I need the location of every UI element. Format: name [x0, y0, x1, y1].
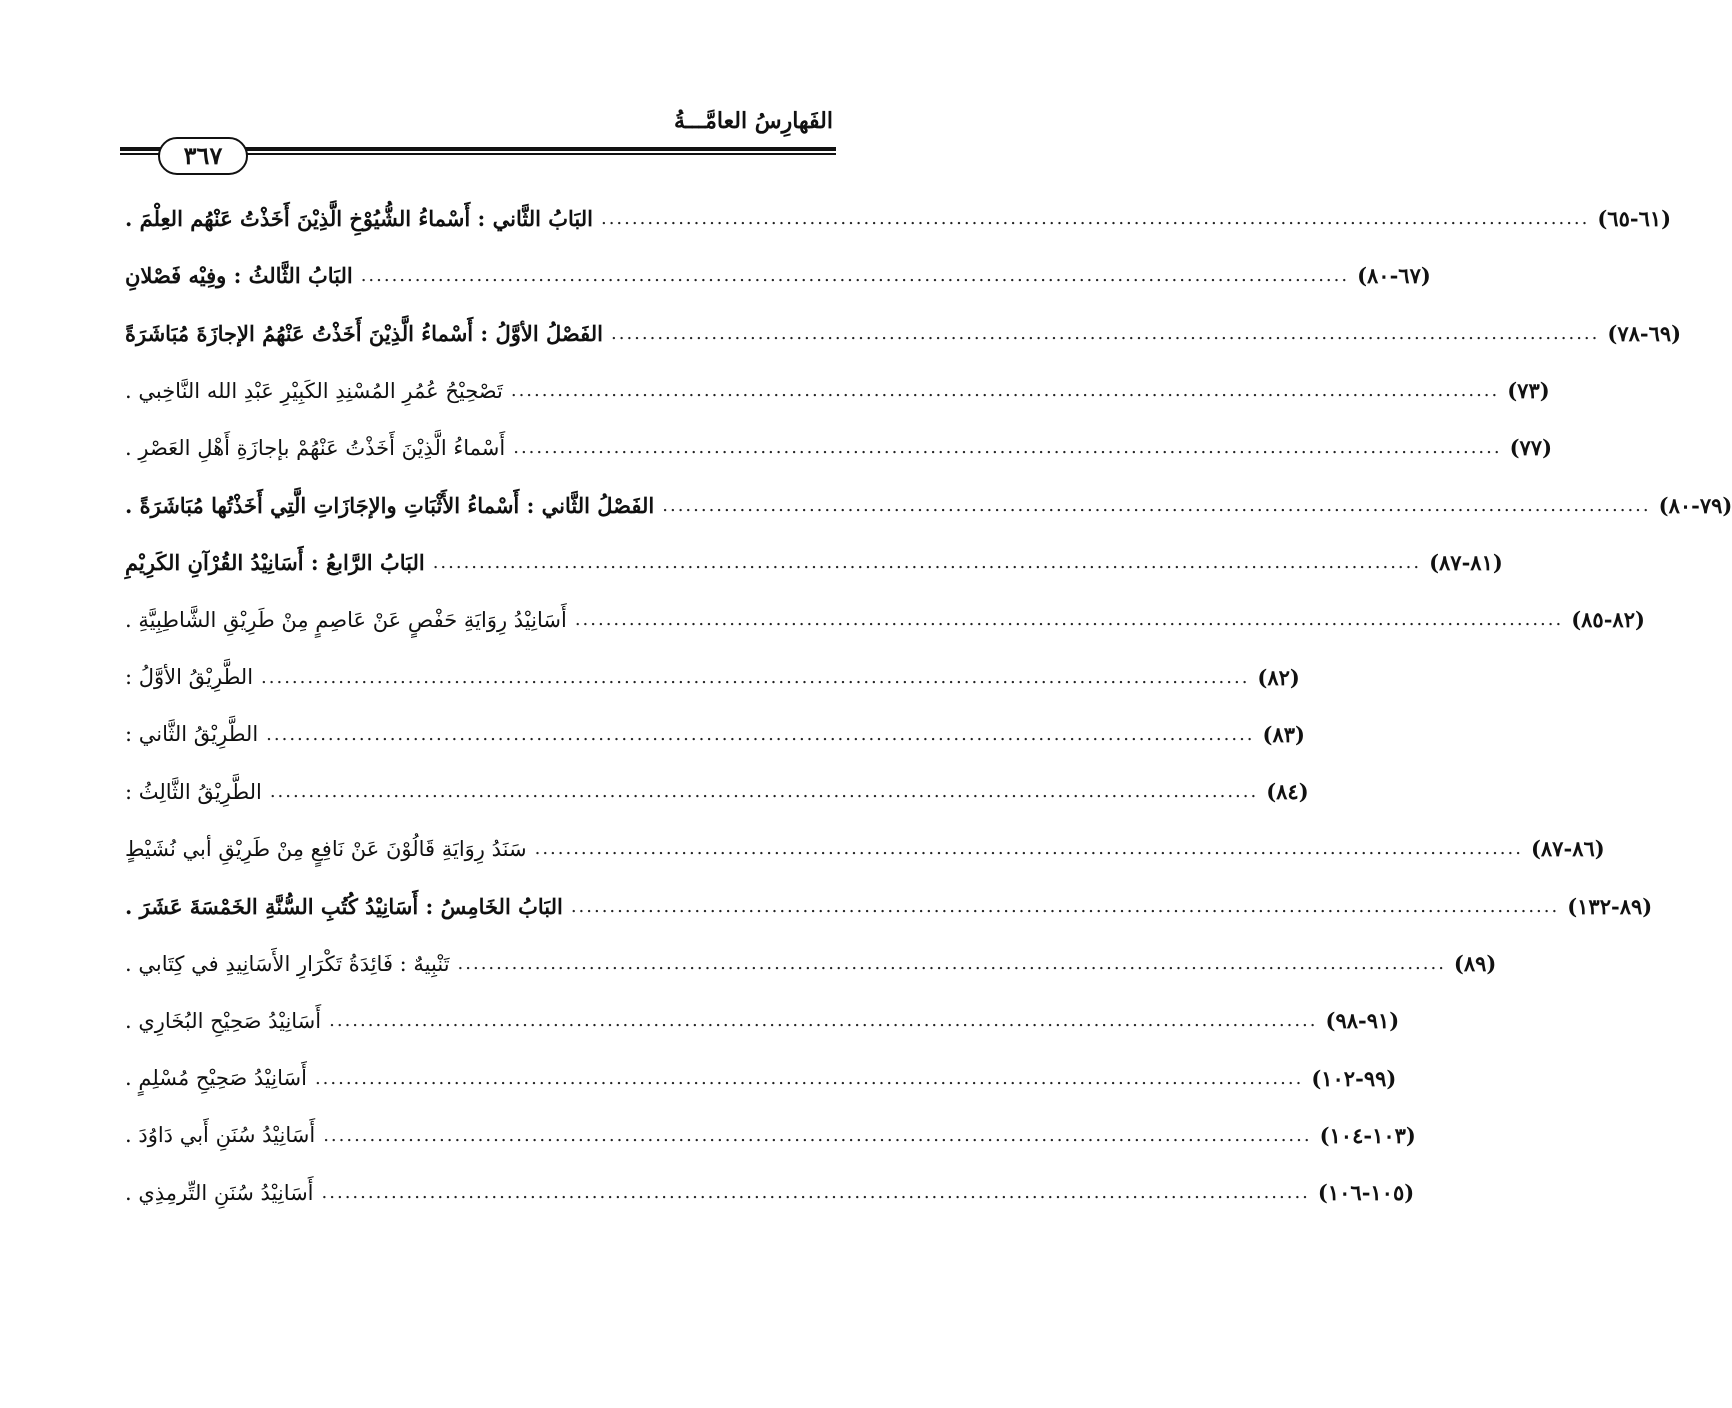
toc-entry	[125, 1049, 1397, 1106]
dot-leader: ................................................................................................................................	[269, 781, 1259, 803]
toc-entry-pages: (٨٢-٨٥)	[1571, 607, 1645, 633]
toc-entry-title: البَابُ الثَّاني : أَسْماءُ الشُّيُوْخِ الَّذِيْنَ أَخَذْتُ عَنْهُم العِلْمَ .	[125, 206, 593, 232]
dot-leader: ................................................................................................................................	[266, 723, 1255, 745]
toc-entry	[125, 935, 1497, 992]
toc-entry-pages: (٨٤)	[1266, 779, 1309, 805]
toc-entry-pages: (٧٩-٨٠)	[1658, 492, 1732, 518]
toc-entry-title: البَابُ الخَامِسُ : أَسَانِيْدُ كُتُبِ السُّنَّةِ الخَمْسَةَ عَشَرَ .	[125, 893, 563, 919]
toc-entry-title: الطَّرِيْقُ الثَّاني :	[125, 722, 259, 747]
toc-entry-title: البَابُ الثَّالثُ : وفِيْه فَصْلانِ	[125, 263, 353, 289]
toc-entry-pages: (٩٩-١٠٢)	[1311, 1065, 1397, 1091]
toc-entry	[125, 820, 1605, 877]
dot-leader: ................................................................................................................................	[574, 609, 1564, 631]
toc-entry-pages: (٨٣)	[1262, 721, 1305, 747]
dot-leader: ................................................................................................................................	[570, 895, 1560, 917]
toc-entry-title: أَسْماءُ الَّذِيْنَ أَخَذْتُ عَنْهُمْ بإجازَةِ أَهْلِ العَصْرِ .	[125, 435, 506, 460]
toc-entry-pages: (٧٧)	[1509, 435, 1553, 461]
dot-leader: ................................................................................................................................	[534, 838, 1523, 860]
toc-entry-pages: (٦٩-٧٨)	[1607, 320, 1682, 346]
toc-entry-title: البَابُ الرَّابعُ : أَسَانِيْدُ القُرْآنِ الكَرِيْمِ	[125, 549, 425, 575]
dot-leader: ................................................................................................................................	[329, 1010, 1318, 1032]
toc-entry-title: أَسَانِيْدُ صَحِيْحِ مُسْلِمٍ .	[125, 1066, 307, 1091]
toc-entry-title: أَسَانِيْدُ سُنَنِ التِّرمِذِي .	[125, 1180, 314, 1205]
toc-entry	[125, 992, 1400, 1049]
toc-entry	[125, 305, 1682, 362]
running-header-title: الفَهارِسُ العامَّـــةُ	[674, 108, 833, 134]
page-number-badge: ٣٦٧	[158, 137, 248, 175]
toc-entry-pages: (٨٩-١٣٢)	[1567, 893, 1653, 919]
toc-entry-title: تَصْحِيْحُ عُمُرِ المُسْنِدِ الكَبِيْرِ عَبْدِ الله النَّاخِبي .	[125, 378, 503, 403]
toc-entry-pages: (٦١-٦٥)	[1597, 206, 1672, 232]
toc-entry	[125, 534, 1503, 591]
toc-entry-pages: (٦٧-٨٠)	[1357, 263, 1431, 289]
toc-entry	[125, 648, 1300, 705]
toc-entry-title: سَنَدُ رِوَايَةِ قَالُوْنَ عَنْ نَافِعٍ مِنْ طَرِيْقِ أبي نُشَيْطٍ	[125, 836, 527, 861]
dot-leader: ................................................................................................................................	[323, 1124, 1312, 1146]
toc-entry-title: تَنْبِيهٌ : فَائِدَةُ تَكْرَارِ الأَسَانِيدِ في كِتَابي .	[125, 951, 450, 976]
toc-entry-pages: (٨٩)	[1453, 951, 1497, 976]
dot-leader: ................................................................................................................................	[611, 322, 1600, 344]
dot-leader: ................................................................................................................................	[261, 666, 1250, 688]
dot-leader: ................................................................................................................................	[662, 494, 1651, 516]
toc-entry-pages: (٧٣)	[1507, 378, 1550, 404]
toc-entry	[125, 1107, 1416, 1164]
toc-entry-title: الفَصْلُ الثَّاني : أَسْماءُ الأَثْبَاتِ والإجَازَاتِ الَّتِي أَخَذْتُها مُبَاشَرَةً .	[125, 492, 655, 518]
toc-entry-title: أَسَانِيْدُ سُنَنِ أَبي دَاوُدَ .	[125, 1123, 316, 1148]
dot-leader: ................................................................................................................................	[321, 1182, 1310, 1204]
toc-entry-title: الطَّرِيْقُ الأوَّلُ :	[125, 665, 254, 690]
dot-leader: ................................................................................................................................	[432, 551, 1422, 573]
toc-entry	[125, 476, 1732, 533]
toc-entry	[125, 878, 1653, 935]
toc-entry	[125, 419, 1553, 476]
toc-entry	[125, 706, 1305, 763]
toc-entry-title: الفَصْلُ الأوَّلُ : أَسْماءُ الَّذِيْنَ أَخَذْتُ عَنْهُمُ الإجازَةَ مُبَاشَرَةً	[125, 320, 603, 346]
toc-entry-title: أَسَانِيْدُ صَحِيْحِ البُخَارِي .	[125, 1008, 322, 1033]
table-of-contents	[125, 190, 1732, 1221]
dot-leader: ................................................................................................................................	[510, 380, 1500, 402]
toc-entry-pages: (٨١-٨٧)	[1429, 549, 1503, 575]
toc-entry	[125, 362, 1550, 419]
toc-entry-pages: (١٠٣-١٠٤)	[1319, 1122, 1416, 1148]
toc-entry	[125, 190, 1672, 247]
dot-leader: ................................................................................................................................	[314, 1067, 1304, 1089]
toc-entry	[125, 763, 1309, 820]
dot-leader: ................................................................................................................................	[600, 208, 1590, 230]
toc-entry	[125, 591, 1645, 648]
dot-leader: ................................................................................................................................	[513, 437, 1502, 459]
toc-entry	[125, 247, 1431, 304]
toc-entry-title: أَسَانِيْدُ رِوَايَةِ حَفْصٍ عَنْ عَاصِمٍ مِنْ طَرِيْقِ الشَّاطِبِيَّةِ .	[125, 607, 567, 632]
toc-entry-pages: (١٠٥-١٠٦)	[1317, 1180, 1415, 1206]
toc-entry	[125, 1164, 1415, 1221]
toc-entry-pages: (٩١-٩٨)	[1325, 1008, 1400, 1034]
toc-entry-pages: (٨٢)	[1257, 664, 1300, 690]
dot-leader: ................................................................................................................................	[457, 953, 1446, 974]
toc-entry-title: الطَّرِيْقُ الثَّالِثُ :	[125, 779, 262, 804]
toc-entry-pages: (٨٦-٨٧)	[1530, 836, 1605, 862]
dot-leader: ................................................................................................................................	[360, 265, 1350, 287]
